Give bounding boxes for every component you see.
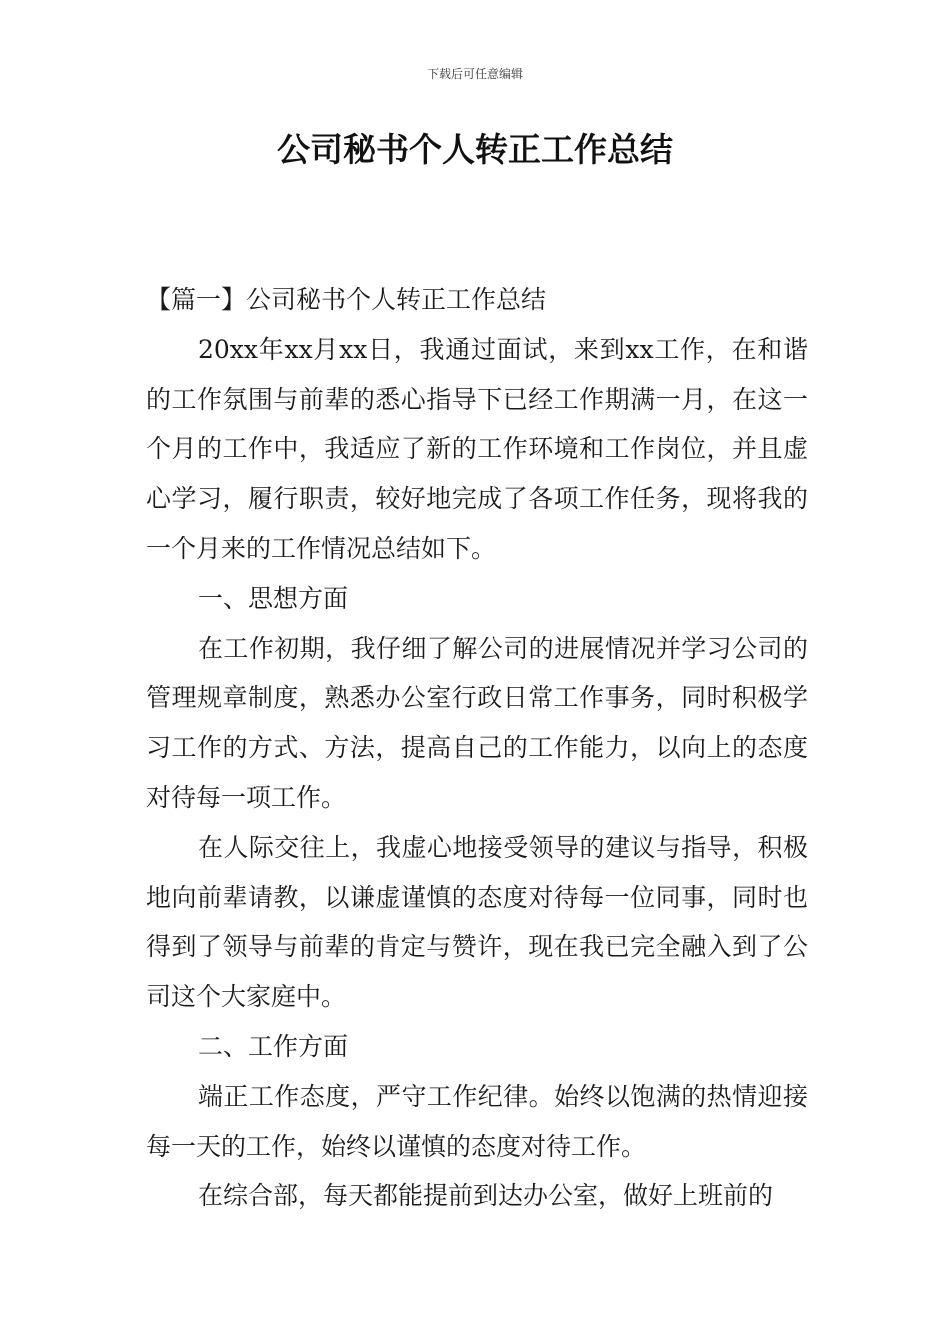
section-heading: 【篇一】公司秘书个人转正工作总结 bbox=[146, 285, 547, 314]
paragraph-attitude: 端正工作态度，严守工作纪律。始终以饱满的热情迎接每一天的工作，始终以谨慎的态度对待工作。 bbox=[146, 1081, 808, 1161]
subheading-thought: 一、思想方面 bbox=[198, 583, 349, 613]
document-title: 公司秘书个人转正工作总结 bbox=[277, 130, 673, 169]
paragraph-thought: 在工作初期，我仔细了解公司的进展情况并学习公司的管理规章制度，熟悉办公室行政日常工作事务，同时积极学习工作的方式、方法，提高自己的工作能力，以向上的态度对待每一项工作。 bbox=[146, 633, 808, 812]
paragraph-office: 在综合部，每天都能提前到达办公室，做好上班前的 bbox=[198, 1181, 774, 1211]
subheading-work: 二、工作方面 bbox=[198, 1031, 349, 1061]
paragraph-interpersonal: 在人际交往上，我虚心地接受领导的建议与指导，积极地向前辈请教，以谦虚谨慎的态度对待每一位同事，同时也得到了领导与前辈的肯定与赞许，现在我已完全融入到了公司这个大家庭中。 bbox=[146, 832, 808, 1012]
header-note: 下载后可任意编辑 bbox=[426, 67, 523, 81]
document-body bbox=[146, 275, 808, 1221]
paragraph-intro: 20xx年xx月xx日，我通过面试，来到xx工作，在和谐的工作氛围与前辈的悉心指导下已经工作期满一月，在这一个月的工作中，我适应了新的工作环境和工作岗位，并且虚心学习，履行职责，较好地完成了各项工作任务，现将我的一个月来的工作情况总结如下。 bbox=[146, 334, 808, 563]
